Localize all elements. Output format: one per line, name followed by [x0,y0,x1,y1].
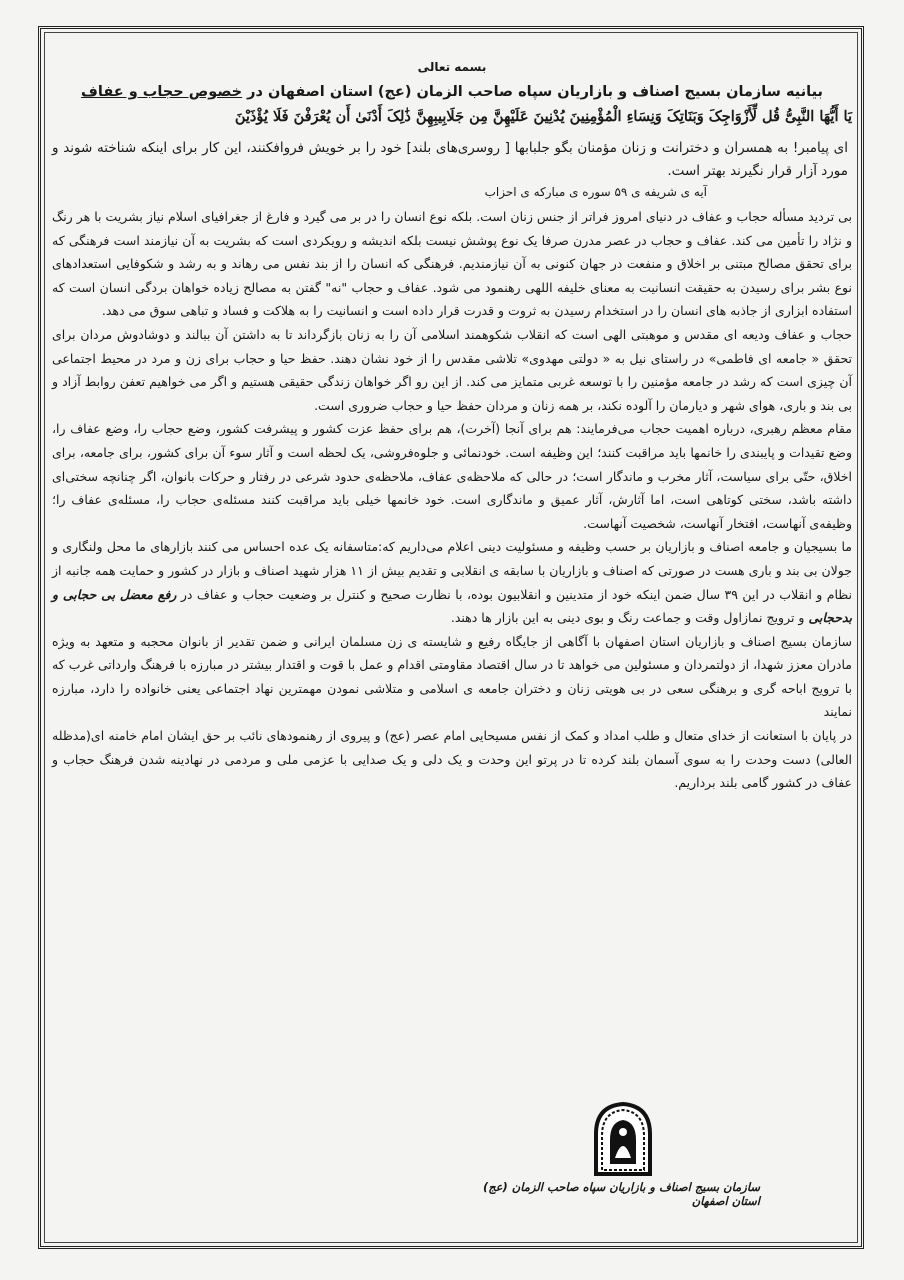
title-prefix: بیانیه سازمان بسیج اصناف و بازاریان سپاه صاحب الزمان (عج) استان اصفهان در [242,84,823,100]
title-underlined: خصوص حجاب و عفاف [81,84,243,100]
statement-title [52,84,852,100]
paragraph-6: در پایان با استعانت از خدای متعال و طلب امداد و کمک از نفس مسیحایی امام عصر (عج) و پیروی از رهنمودهای نائب بر حق ایشان امام خامنه ای(مدظله العالی) دست وحدت را به سوی آسمان بلند کرده تا در پرتو این وحدت و یک دلی و یک صدایی با عزمی ملی و مردمی در نهادینه شدن فرهنگ حجاب و عفاف در کشور گامی بلند برداریم. [52,728,852,791]
paragraph-2: حجاب و عفاف ودیعه ای مقدس و موهبتی الهی است که انقلاب شکوهمند اسلامی آن را به زنان بازگرداند تا به داشتن آن ببالند و دوشادوش مردان برای تحقق « جامعه ای فاطمی» در راستای نیل به « دولتی مهدوی» تلاشی مقدس را از خود نشان دهند. حفظ حیا و حجاب برای زن و مرد در محیط اجتماعی آن چیزی است که رشد در جامعه مؤمنین را با توسعه غربی متمایز می کند. از این رو اگر خواهان زندگی حقیقی هستیم و اگر می خواهیم تعفن روابط آزاد و بی بند و باری، هوای شهر و دیارمان را آلوده نکند، بر همه زنان و مردان حفظ حیا و حجاب ضروری است. [52,326,852,413]
paragraph-3: مقام معظم رهبری، درباره اهمیت حجاب می‌فرمایند: هم برای آنجا (آخرت)، هم برای حفظ عزت کشور و پیشرفت کشور، وضع حجاب را، وضع عفاف را، وضع تقیدات و پایبندی را خانمها باید مراقبت کنند؛ این وظیفه است. خودنمائی و جلوه‌فروشی، یک لحظه است و آثار سوء آن برای کشور، برای جامعه، برای اخلاق، حتّی برای سیاست، آثار مخرب و ماندگار است؛ در حالی که ملاحظه‌ی عفاف، ملاحظه‌ی حدود شرعی در رفتار و حرکات بانوان، اگر چنانچه سختی‌ای داشته باشد، سختی کوتاهی است، اما آثارش، آثار عمیق و ماندگاری است. خود خانمها خیلی باید مراقبت کنند مسئله‌ی حجاب را، مسئله‌ی عفاف را؛ وظیفه‌ی آنهاست، افتخار آنهاست، شخصیت آنهاست. [52,421,852,531]
verse-reference: آیه ی شریفه ی ۵۹ سوره ی مبارکه ی احزاب [484,185,707,199]
organization-signature: سازمان بسیج اصناف و بازاریان سپاه صاحب الزمان (عج) استان اصفهان [482,1180,760,1208]
verse-translation: ای پیامبر! به همسران و دخترانت و زنان مؤمنان بگو جلبابها [ روسری‌های بلند] خود را بر خویش فروافکنند، این کار برای اینکه شناخته شوند و مورد آزار قرار نگیرند بهتر است. [52,140,848,179]
quran-verse: یَا أَیُّهَا النَّبِیُّ قُل لِّأَزْوَاجِکَ وَبَنَاتِکَ وَنِسَاءِ الْمُؤْمِنِینَ یُدْنِینَ عَلَیْهِنَّ مِن جَلَابِیبِهِنَّ ذَٰلِکَ أَدْنَىٰ أَن یُعْرَفْنَ فَلَا یُؤْذَیْنَ [234,108,852,125]
paragraph-5: سازمان بسیج اصناف و بازاریان استان اصفهان با آگاهی از جایگاه رفیع و شایسته ی زن مسلمان ایرانی و ضمن تقدیر از بانوان محجبه و متعهد به ویژه مادران معزز شهدا، از دولتمردان و مسئولین می خواهد تا در سال اقتصاد مقاومتی اقدام و عمل با قوت و اقتدار بیشتر در مبارزه با فرهنگ وارداتی غرب که با ترویج اباحه گری و برهنگی سعی در بی هویتی زنان و دختران جامعه ی اسلامی و متلاشی نمودن مهمترین نهاد اجتماعی یعنی خانواده را دارد، مبارزه نمایند [52,633,852,720]
document-body [52,60,852,795]
paragraph-4-before: ما بسیجیان و جامعه اصناف و بازاریان بر حسب وظیفه و مسئولیت دینی اعلام می‌داریم که:متاسفانه یک عده احساس می کنند بازارهای ما محل ولنگاری و جولان بی بند و باری هست در صورتی که اصناف و بازاریان با سابقه ی انقلابی و تقدیم بیش از ۱۱ هزار شهید اصناف و بازار در کشور و حمایت همه جانبه از نظام و انقلاب در این ۳۹ سال ضمن اینکه خود از متدینین و انقلابیون بوده، با نظارت صحیح و کنترل بر وضعیت حجاب و عفاف در [52,539,852,602]
bismillah-heading: بسمه تعالی [417,60,487,74]
basij-emblem-icon [590,1100,656,1176]
paragraph-1: بی تردید مسأله حجاب و عفاف در دنیای امروز فراتر از جنس زنان است. بلکه نوع انسان را در بر می گیرد و فارغ از جغرافیای اسلام نیاز بشریت با هر رنگ و نژاد را تأمین می کند. عفاف و حجاب در عصر مدرن صرفا یک نوع پوشش نیست بلکه اندیشه و رویکردی است که بشریت به آن نیازمند است فرهنگی که برای تحقق مصالح مبتنی بر اخلاق و منفعت در جهان کنونی به آن نیازمندیم. فرهنگی که انسان را از بند نفس می رهاند و به رشد و شکوفایی استعدادهای نوع بشر برای رسیدن به حقیقت انسانیت به معنای خلیفه اللهی رهنمود می شود. عفاف و حجاب "نه" گفتن به مصالح زیاده خواهان بردگی انسان است که استفاده ابزاری از جاذبه های انسان را در استخدام رسیدن به ثروت و قدرت قرار داده است و انسانیت را به هلاکت و فساد و تباهی سوق می دهد. [52,209,852,319]
paragraph-4-after: و ترویج نمازاول وقت و جماعت رنگ و بوی دینی به این بازار ها دهند. [450,610,809,626]
paragraph-4-emphasis: رفع معضل بی حجابی و بدحجابی [52,586,852,626]
paragraph-4 [52,535,852,629]
